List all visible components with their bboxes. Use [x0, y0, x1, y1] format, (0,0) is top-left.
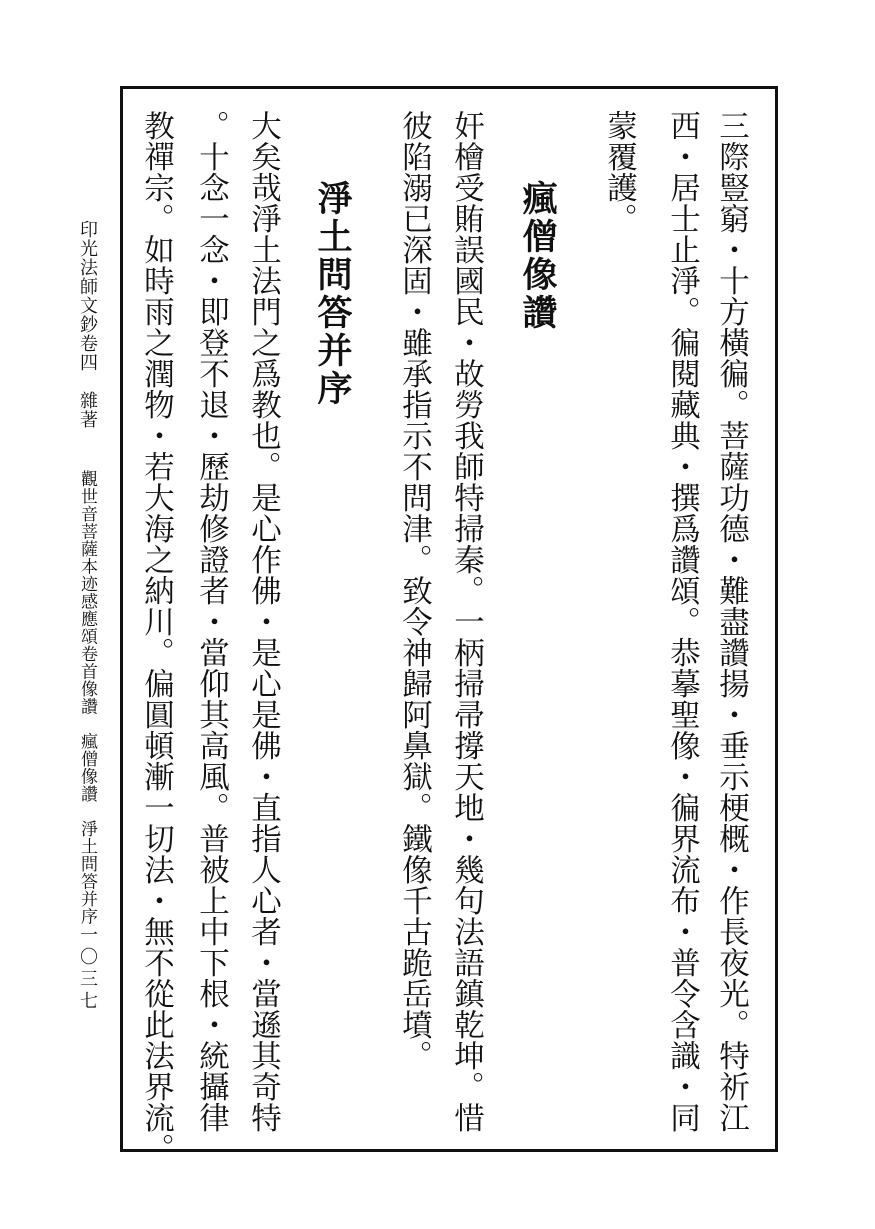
text-column-8: 教禪宗。如時雨之潤物・若大海之納川。偏圓頓漸一切法・無不從此法界流。	[138, 110, 174, 1164]
heading-fengseng-xiangzan: 瘋僧像讚	[517, 180, 558, 332]
text-column-1: 三際豎窮・十方橫徧。菩薩功德・難盡讚揚・垂示梗概・作長夜光。特祈江	[713, 110, 749, 1133]
text-column-3: 蒙覆護。	[601, 110, 637, 234]
text-column-5: 彼陷溺已深固・雖承指示不問津。致令神歸阿鼻獄。鐵像千古跪岳墳。	[396, 110, 432, 1071]
text-column-7: 。十念一念・即登不退・歷劫修證者・當仰其高風。普被上中下根・統攝律	[193, 110, 229, 1133]
margin-book-title: 印光法師文鈔卷四 雜著	[77, 220, 98, 429]
margin-section-titles: 觀世音菩薩本迹感應頌卷首像讚 瘋僧像讚 淨土問答并序	[77, 470, 97, 925]
text-column-6: 大矣哉淨土法門之爲教也。是心作佛・是心是佛・直指人心者・當遜其奇特	[245, 110, 281, 1133]
margin-page-number: 一〇三七	[77, 925, 98, 1013]
heading-jingtu-wenda: 淨土問答并序	[312, 180, 353, 408]
text-column-2: 西・居士止淨。徧閱藏典・撰爲讚頌。恭摹聖像・徧界流布・普令含識・同	[664, 110, 700, 1133]
text-column-4: 奸檜受賄誤國民・故勞我師特掃秦。一柄掃帚撐天地・幾句法語鎮乾坤。惜	[448, 110, 484, 1133]
